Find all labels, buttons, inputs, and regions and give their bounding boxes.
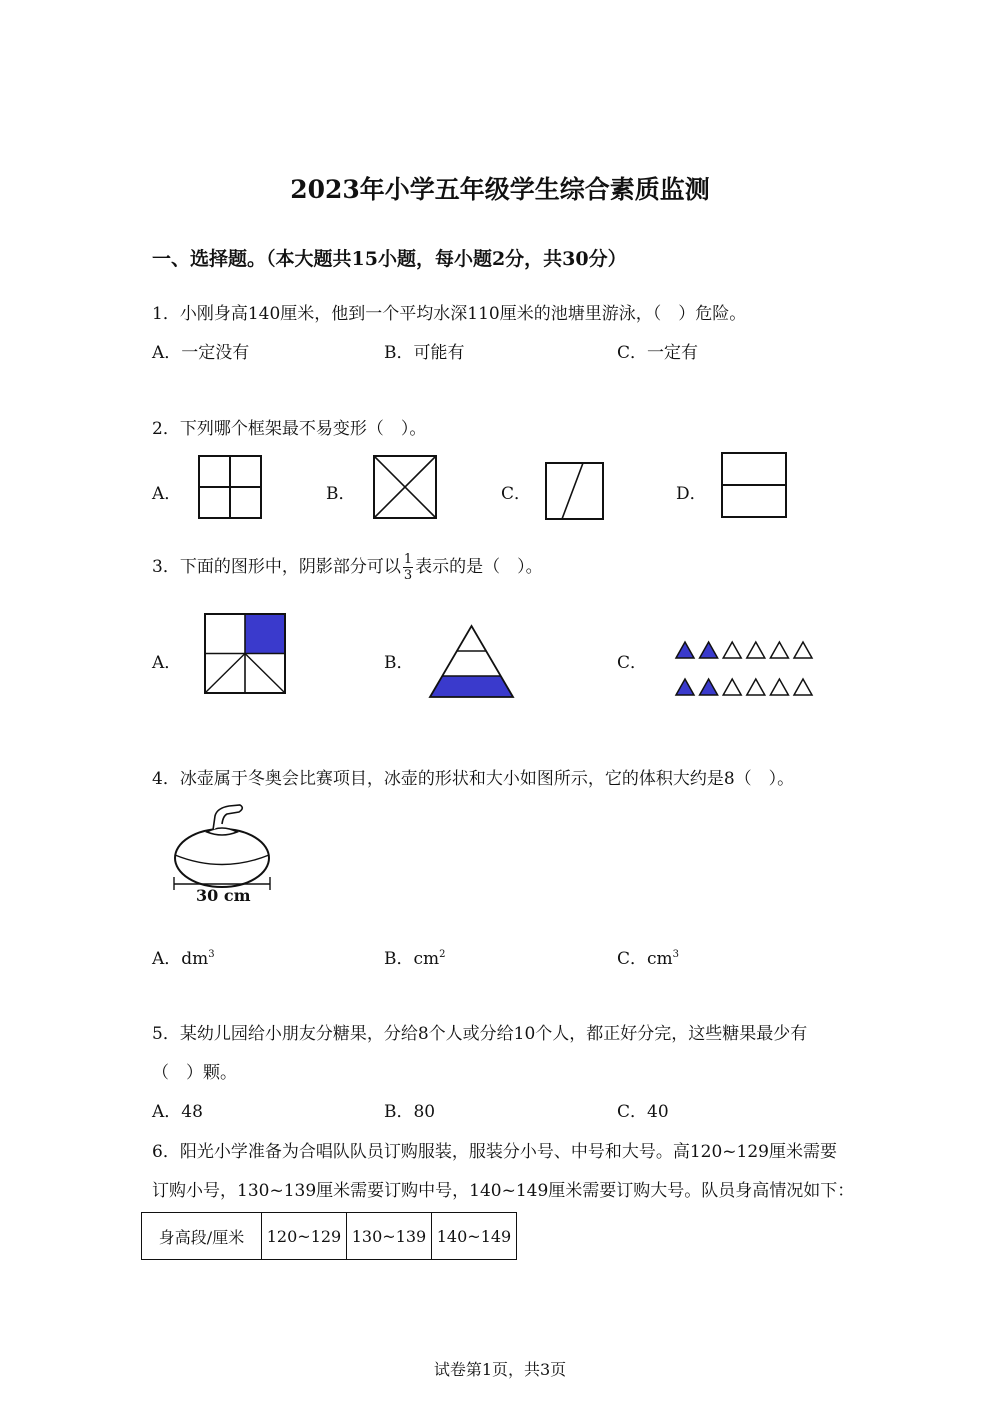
empty-triangle — [794, 679, 812, 695]
table-header-cell: 120~129 — [262, 1213, 347, 1260]
page-footer: 试卷第1页，共3页 — [433, 1360, 567, 1379]
shaded-triangle — [676, 642, 694, 658]
question-4-option-b-text: B．cm — [384, 949, 440, 969]
empty-triangle — [794, 642, 812, 658]
triangle-grid-figure — [676, 642, 816, 696]
shaded-square-figure — [205, 614, 285, 693]
question-5-stem-line1: 5．某幼儿园给小朋友分糖果，分给8个人或分给10个人，都正好分完，这些糖果最少有 — [152, 1024, 808, 1044]
question-6-stem-line2: 订购小号，130~139厘米需要订购中号，140~149厘米需要订购大号。队员身高情况如下： — [152, 1181, 855, 1201]
question-3-stem-post: 表示的是（ ）。 — [415, 557, 543, 577]
question-5-option-b: B．80 — [384, 1102, 436, 1122]
question-2-option-c: C． — [501, 484, 532, 504]
question-4-option-c-exponent: 3 — [672, 949, 680, 960]
shaded-triangle — [700, 642, 718, 658]
frame-figure-b — [374, 456, 436, 518]
question-6-stem-line1: 6．阳光小学准备为合唱队队员订购服装，服装分小号、中号和大号。高120~129厘米需要 — [152, 1142, 837, 1162]
shaded-triangle — [676, 679, 694, 695]
question-4-option-c-text: C．cm — [617, 949, 673, 969]
question-1-option-c: C．一定有 — [617, 343, 699, 363]
empty-triangle — [723, 642, 741, 658]
question-3-option-b: B． — [384, 653, 414, 673]
frame-figure-d — [722, 453, 786, 517]
section-heading: 一、选择题。（本大题共15小题，每小题2分，共30分） — [152, 248, 627, 270]
fraction-numerator: 1 — [403, 552, 413, 567]
question-2-option-d: D． — [676, 484, 707, 504]
question-3-stem — [152, 544, 543, 590]
question-5-option-a: A．48 — [152, 1102, 203, 1122]
empty-triangle — [770, 679, 788, 695]
curling-diameter-label: 30 cm — [196, 886, 251, 905]
table-header-cell: 130~139 — [347, 1213, 432, 1260]
question-3-stem-pre: 3．下面的图形中，阴影部分可以 — [152, 557, 401, 577]
empty-triangle — [747, 679, 765, 695]
table-header-cell: 140~149 — [432, 1213, 517, 1260]
question-4-option-a-exponent: 3 — [208, 949, 215, 960]
question-4-option-b — [384, 944, 446, 969]
empty-triangle — [770, 642, 788, 658]
empty-triangle — [723, 679, 741, 695]
question-4-stem: 4．冰壶属于冬奥会比赛项目，冰壶的形状和大小如图所示，它的体积大约是8（ ）。 — [152, 769, 795, 789]
question-4-option-a — [152, 944, 215, 969]
frame-figure-c — [546, 463, 603, 519]
table-row — [142, 1213, 517, 1260]
question-3-option-c: C． — [617, 653, 648, 673]
fraction-one-third — [403, 552, 413, 583]
empty-triangle — [747, 642, 765, 658]
table-header-cell: 身高段/厘米 — [142, 1213, 262, 1260]
question-5-stem-line2: （ ）颗。 — [152, 1063, 237, 1083]
question-2-option-a: A． — [152, 484, 182, 504]
question-4-option-a-text: A．dm — [152, 949, 209, 969]
question-1-stem: 1．小刚身高140厘米，他到一个平均水深110厘米的池塘里游泳，（ ）危险。 — [152, 304, 747, 324]
shaded-triangle — [700, 679, 718, 695]
fraction-denominator: 3 — [403, 568, 413, 583]
question-3-option-a: A． — [152, 653, 182, 673]
question-5-option-c: C．40 — [617, 1102, 669, 1122]
question-2-option-b: B． — [326, 484, 356, 504]
shaded-triangle-figure — [430, 626, 513, 697]
height-table — [141, 1212, 517, 1260]
question-2-stem: 2．下列哪个框架最不易变形（ ）。 — [152, 419, 427, 439]
question-4-option-b-exponent: 2 — [439, 949, 446, 960]
question-1-option-a: A．一定没有 — [152, 343, 250, 363]
question-1-option-b: B．可能有 — [384, 343, 465, 363]
frame-figure-a — [199, 456, 261, 518]
question-4-option-c — [617, 944, 679, 969]
exam-title: 2023年小学五年级学生综合素质监测 — [290, 175, 710, 204]
